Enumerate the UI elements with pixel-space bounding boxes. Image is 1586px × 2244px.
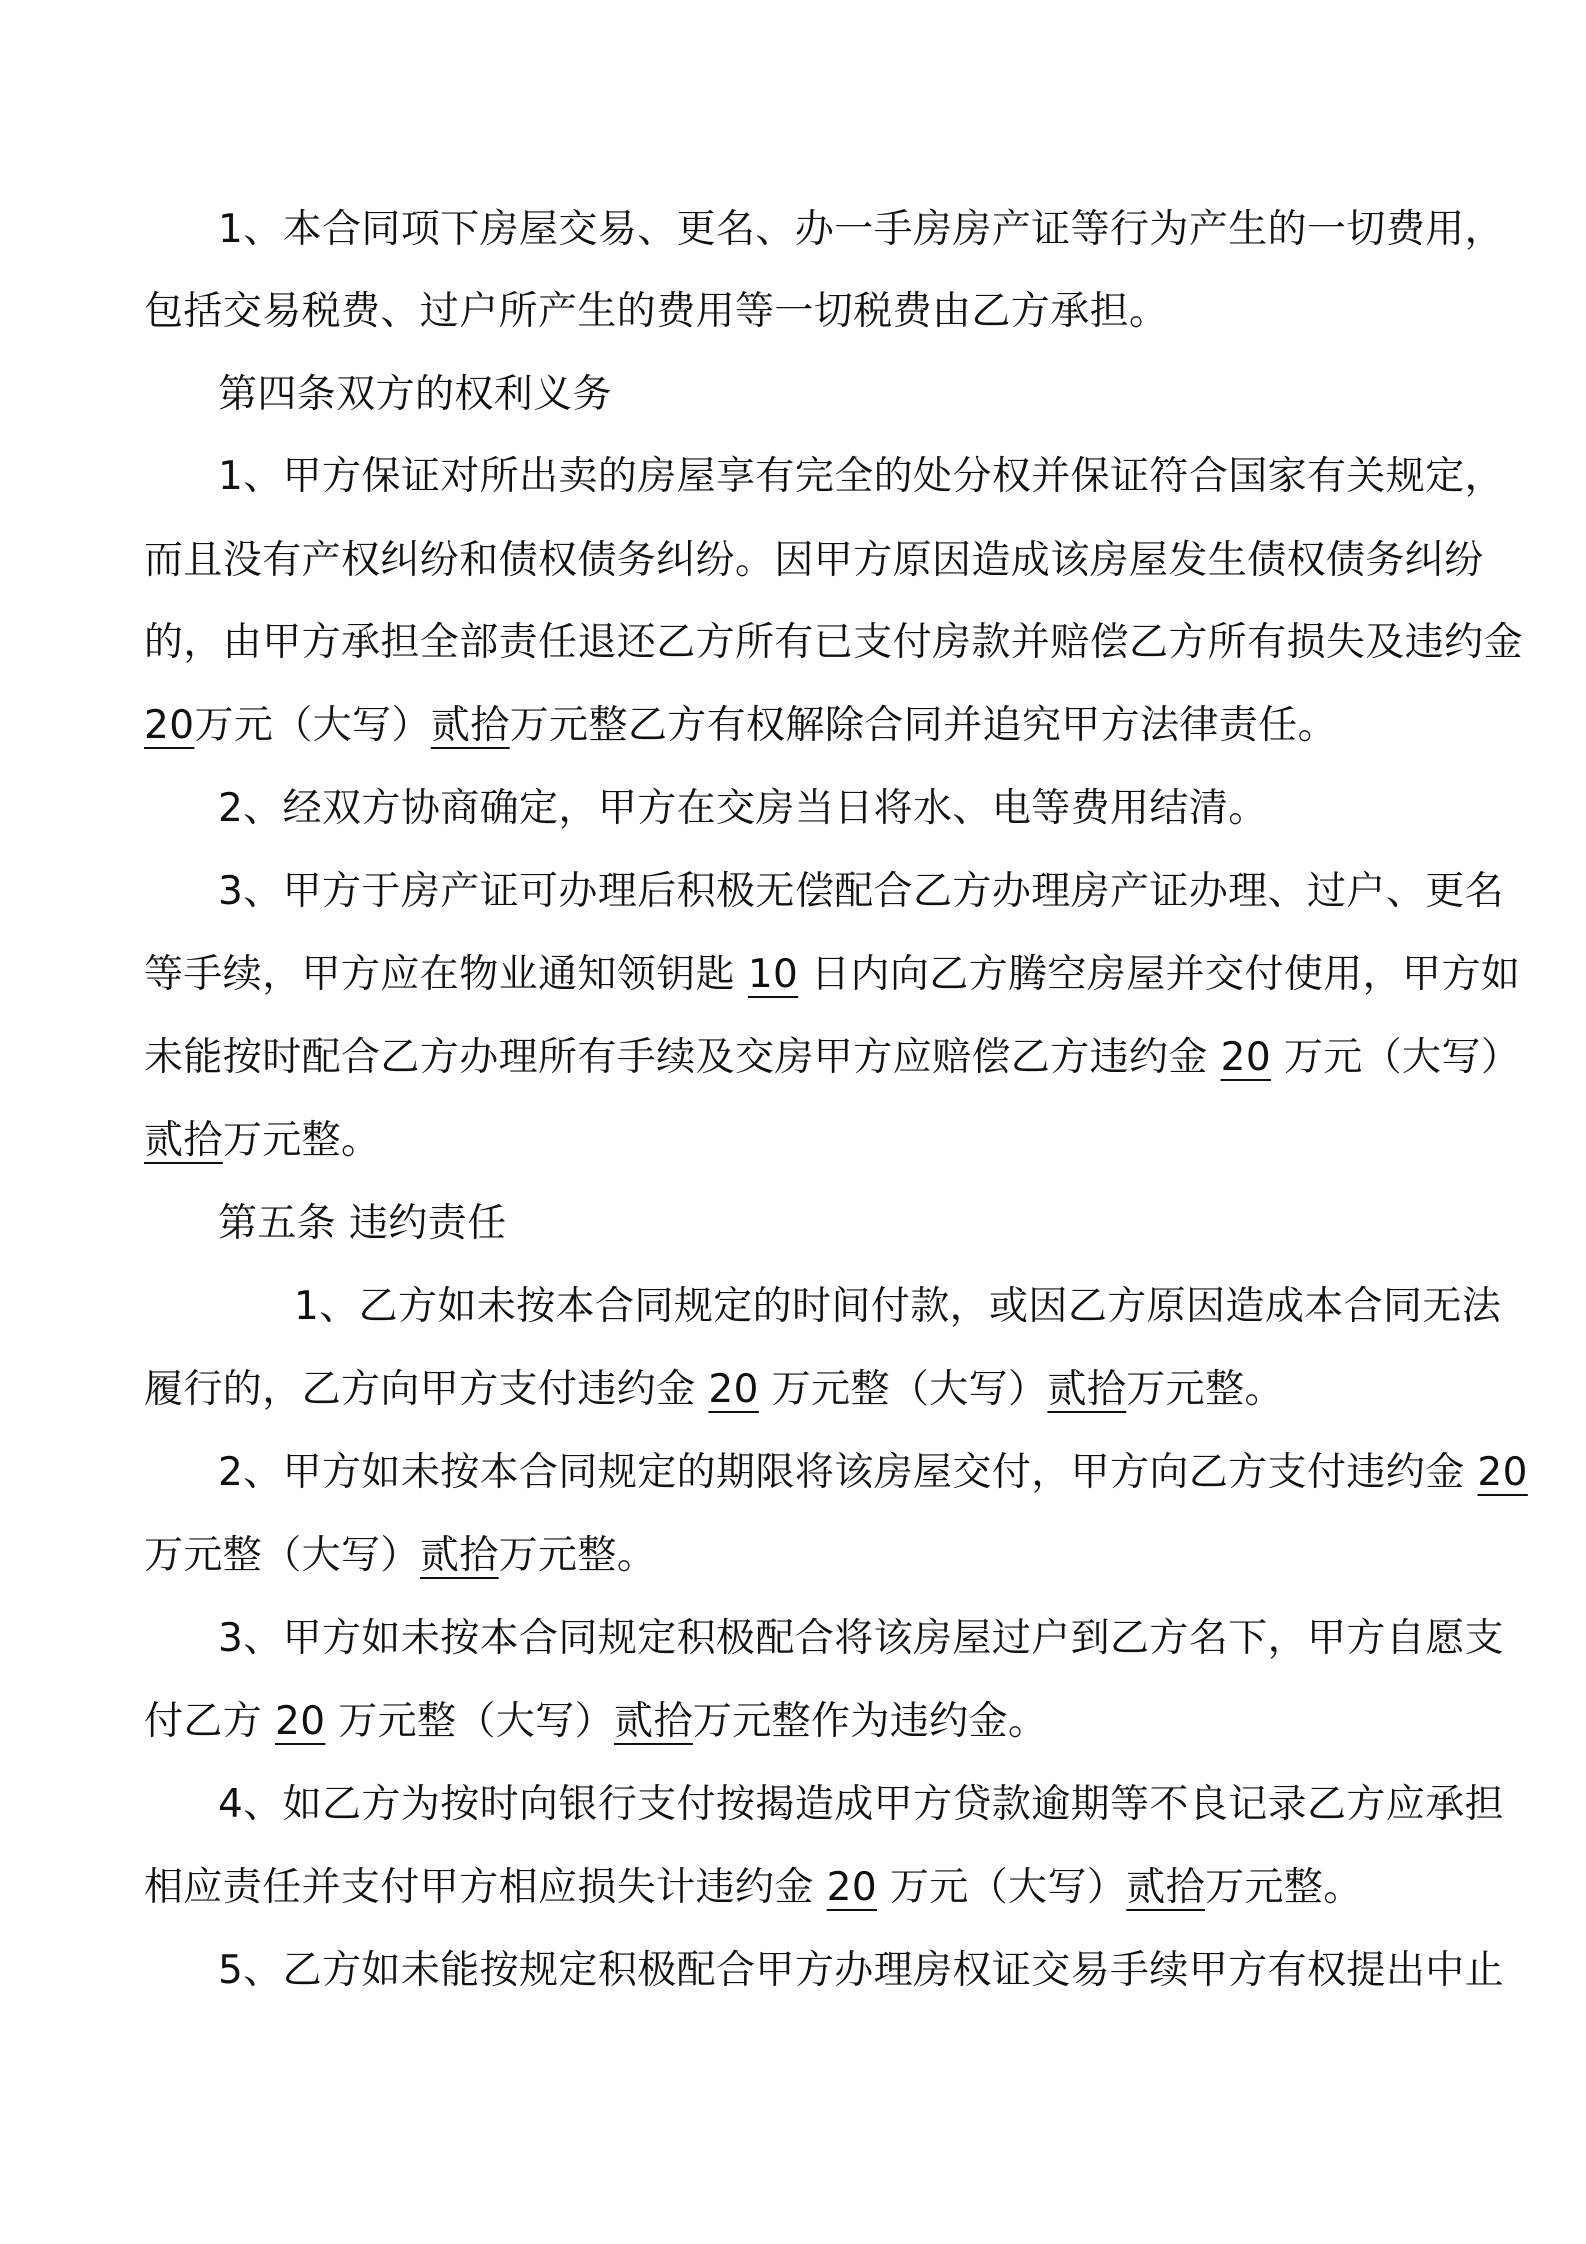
text-segment: 等手续，甲方应在物业通知领钥匙 [144,952,748,997]
text-segment: 5、乙方如未能按规定积极配合甲方办理房权证交易手续甲方有权提出中止 [218,1948,1505,1993]
clause-3-1-line-1 [218,204,1504,256]
amount-filled: 20 [1220,1035,1272,1080]
amount-filled: 20 [826,1865,878,1910]
clause-5-3-line-2 [144,1696,1047,1748]
text-segment: 万元整（大写） [325,1699,615,1744]
amount-filled: 20 [144,703,195,748]
clause-4-1-line-2 [144,535,1484,587]
clause-4-1-line-3 [144,617,1523,669]
article-5-heading [218,1198,507,1250]
amount-in-words-filled: 贰拾 [430,703,510,748]
amount-filled: 20 [1477,1450,1528,1495]
text-segment: 万元（大写） [877,1865,1127,1910]
text-segment: 万元整（大写） [758,1367,1048,1412]
amount-in-words-filled: 贰拾 [614,1699,693,1744]
text-segment: 4、如乙方为按时向银行支付按揭造成甲方贷款逾期等不良记录乙方应承担 [218,1782,1505,1827]
article-4-heading [218,369,612,421]
text-segment: 万元整（大写） [144,1533,420,1578]
text-segment: 2、甲方如未按本合同规定的期限将该房屋交付，甲方向乙方支付违约金 [218,1450,1478,1495]
text-segment: 万元整。 [498,1533,657,1578]
text-segment: 万元整。 [1126,1367,1284,1412]
clause-5-2-line-2 [144,1530,656,1582]
clause-4-3-line-3 [144,1032,1520,1084]
clause-4-1-line-4 [144,700,1337,752]
clause-4-2 [218,783,1268,835]
text-segment: 相应责任并支付甲方相应损失计违约金 [144,1865,827,1910]
text-segment: 1、甲方保证对所出卖的房屋享有完全的处分权并保证符合国家有关规定， [218,454,1505,499]
text-segment: 3、甲方如未按本合同规定积极配合将该房屋过户到乙方名下，甲方自愿支 [218,1616,1505,1661]
amount-filled: 20 [708,1367,759,1412]
clause-5-1-line-1 [294,1281,1501,1333]
text-segment: 万元整。 [222,1118,381,1163]
article-title: 双方的权利义务 [336,372,613,417]
clause-3-1-line-2 [144,286,1168,338]
text-segment: 而且没有产权纠纷和债权债务纠纷。因甲方原因造成该房屋发生债权债务纠纷 [144,538,1484,583]
clause-5-1-line-2 [144,1364,1284,1416]
clause-4-3-line-1 [218,866,1504,918]
text-segment: 日内向乙方腾空房屋并交付使用，甲方如 [798,952,1521,997]
article-title: 第五条 违约责任 [218,1201,507,1246]
clause-5-5-line-1 [218,1945,1504,1997]
amount-in-words-filled: 贰拾 [419,1533,499,1578]
text-segment: 3、甲方于房产证可办理后积极无偿配合乙方办理房产证办理、过户、更名 [218,869,1505,914]
text-segment: 万元整乙方有权解除合同并追究甲方法律责任。 [509,703,1338,748]
text-segment: 未能按时配合乙方办理所有手续及交房甲方应赔偿乙方违约金 [144,1035,1221,1080]
amount-filled: 20 [275,1699,326,1744]
text-segment: 万元（大写） [194,703,431,748]
text-segment: 履行的，乙方向甲方支付违约金 [144,1367,709,1412]
clause-4-3-line-2 [144,949,1520,1001]
clause-5-3-line-1 [218,1613,1504,1665]
clause-5-4-line-2 [144,1862,1363,1914]
text-segment: 万元整作为违约金。 [692,1699,1048,1744]
text-segment: 2、经双方协商确定，甲方在交房当日将水、电等费用结清。 [218,786,1268,831]
article-number: 第四条 [218,372,337,417]
text-segment: 万元整。 [1205,1865,1363,1910]
clause-4-3-line-4 [144,1115,380,1167]
clause-5-2-line-1 [218,1447,1528,1499]
text-segment: 的，由甲方承担全部责任退还乙方所有已支付房款并赔偿乙方所有损失及违约金 [144,620,1524,665]
text-segment: 万元（大写） [1271,1035,1521,1080]
clause-5-4-line-1 [218,1779,1504,1831]
days-filled: 10 [747,952,799,997]
clause-4-1-line-1 [218,451,1504,503]
amount-in-words-filled: 贰拾 [144,1118,223,1163]
text-segment: 付乙方 [144,1699,275,1744]
amount-in-words-filled: 贰拾 [1047,1367,1127,1412]
text-segment: 1、乙方如未按本合同规定的时间付款，或因乙方原因造成本合同无法 [294,1284,1502,1329]
text-segment: 包括交易税费、过户所产生的费用等一切税费由乙方承担。 [144,289,1169,334]
text-segment: 1、本合同项下房屋交易、更名、办一手房房产证等行为产生的一切费用， [218,207,1505,252]
amount-in-words-filled: 贰拾 [1126,1865,1206,1910]
